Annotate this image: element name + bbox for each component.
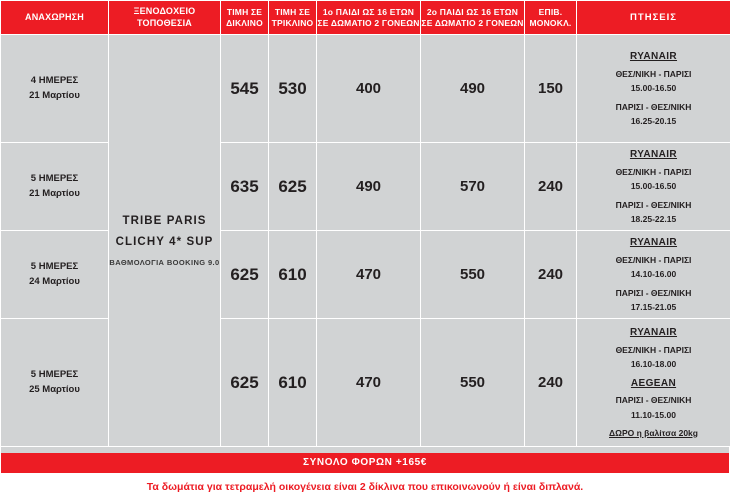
price-child2-value: 490 [460,80,485,97]
departure-cell [1,35,109,143]
flight-times: 15.00-16.50 [577,81,730,95]
header-child2-line1: 2ο ΠΑΙΔΙ ΩΣ 16 ΕΤΩΝ [427,7,518,17]
price-triple-value: 610 [278,265,306,284]
flight-times: 14.10-16.00 [577,267,730,281]
flight-airline: RYANAIR [577,49,730,66]
price-double-value: 625 [230,265,258,284]
flight-airline: RYANAIR [577,147,730,164]
flight-times-return: 11.10-15.00 [577,408,730,422]
flight-route-return: ΠΑΡΙΣΙ - ΘΕΣ/ΝΙΚΗ [577,286,730,300]
departure-duration: 5 ΗΜΕΡΕΣ [31,173,78,184]
price-child2-value: 550 [460,374,485,391]
price-double [221,143,269,231]
flight-route: ΘΕΣ/ΝΙΚΗ - ΠΑΡΙΣΙ [577,343,730,357]
header-flights-label: ΠΤΗΣΕΙΣ [630,12,677,23]
header-double-line1: ΤΙΜΗ ΣΕ [227,7,262,17]
hotel-name-line2: CLICHY 4* SUP [116,236,214,248]
departure-cell [1,231,109,319]
flight-route-return: ΠΑΡΙΣΙ - ΘΕΣ/ΝΙΚΗ [577,198,730,212]
hotel-rating: ΒΑΘΜΟΛΟΓΙΑ BOOKING 9.0 [109,256,220,270]
price-child1 [317,231,421,319]
family-room-note: Τα δωμάτια για τετραμελή οικογένεια είναι 2 δίκλινα που επικοινωνούν ή είναι διπλανά. [0,474,730,497]
departure-duration: 4 ΗΜΕΡΕΣ [31,75,78,86]
header-triple-line2: ΤΡΙΚΛΙΝΟ [272,18,314,28]
price-child1 [317,319,421,447]
price-child1-value: 470 [356,266,381,283]
hotel-name-line1: TRIBE PARIS [122,215,206,227]
price-child1-value: 400 [356,80,381,97]
price-double [221,35,269,143]
header-single-supplement [525,1,577,35]
flight-route-return: ΠΑΡΙΣΙ - ΘΕΣ/ΝΙΚΗ [577,100,730,114]
hotel-cell [109,35,221,447]
price-single-value: 240 [538,266,563,283]
departure-duration: 5 ΗΜΕΡΕΣ [31,369,78,380]
price-child2-value: 570 [460,178,485,195]
price-child1 [317,35,421,143]
price-single [525,143,577,231]
flights-cell [577,143,730,231]
flight-times-return: 16.25-20.15 [577,114,730,128]
price-triple-value: 530 [278,79,306,98]
departure-date: 24 Μαρτίου [29,276,80,287]
price-single-value: 240 [538,178,563,195]
price-double-value: 545 [230,79,258,98]
price-child2 [421,319,525,447]
price-triple [269,35,317,143]
header-second-child [421,1,525,35]
header-first-child [317,1,421,35]
departure-duration: 5 ΗΜΕΡΕΣ [31,261,78,272]
price-double-value: 625 [230,373,258,392]
header-double-line2: ΔΙΚΛΙΝΟ [226,18,263,28]
header-child1-line1: 1ο ΠΑΙΔΙ ΩΣ 16 ΕΤΩΝ [323,7,414,17]
table-header-row [1,1,730,35]
flight-route: ΘΕΣ/ΝΙΚΗ - ΠΑΡΙΣΙ [577,67,730,81]
price-child1-value: 490 [356,178,381,195]
header-double-room [221,1,269,35]
luggage-gift-note: ΔΩΡΟ η βαλίτσα 20kg [577,426,730,440]
departure-date: 21 Μαρτίου [29,90,80,101]
price-child2 [421,231,525,319]
price-child2 [421,35,525,143]
price-double-value: 635 [230,177,258,196]
price-single [525,35,577,143]
price-single-value: 240 [538,374,563,391]
header-flights [577,1,730,35]
header-child1-line2: ΣΕ ΔΩΜΑΤΙΟ 2 ΓΟΝΕΩΝ [317,18,419,28]
flight-airline-return: AEGEAN [577,376,730,393]
header-single-line2: ΜΟΝΟΚΛ. [529,18,571,28]
table-row [1,35,730,143]
departure-date: 21 Μαρτίου [29,188,80,199]
price-child1 [317,143,421,231]
price-child1-value: 470 [356,374,381,391]
price-child2-value: 550 [460,266,485,283]
price-triple-value: 625 [278,177,306,196]
flight-route: ΘΕΣ/ΝΙΚΗ - ΠΑΡΙΣΙ [577,253,730,267]
price-single [525,231,577,319]
price-double [221,231,269,319]
totals-bar: ΣΥΝΟΛΟ ΦΟΡΩΝ +165€ [0,453,730,474]
header-single-line1: ΕΠΙΒ. [539,7,563,17]
flight-times-return: 18.25-22.15 [577,212,730,226]
price-triple [269,319,317,447]
departure-date: 25 Μαρτίου [29,384,80,395]
header-child2-line2: ΣΕ ΔΩΜΑΤΙΟ 2 ΓΟΝΕΩΝ [421,18,523,28]
flight-route: ΘΕΣ/ΝΙΚΗ - ΠΑΡΙΣΙ [577,165,730,179]
price-triple [269,231,317,319]
price-child2 [421,143,525,231]
header-triple-room [269,1,317,35]
header-departure-line1: ΑΝΑΧΩΡΗΣΗ [25,12,84,22]
price-single [525,319,577,447]
flights-cell [577,319,730,447]
flight-airline: RYANAIR [577,235,730,252]
flight-times: 16.10-18.00 [577,357,730,371]
flight-airline-outbound: RYANAIR [577,325,730,342]
flights-cell [577,231,730,319]
price-single-value: 150 [538,80,563,97]
header-departure [1,1,109,35]
price-double [221,319,269,447]
header-hotel-line2: ΤΟΠΟΘΕΣΙΑ [137,18,192,28]
flight-route-return: ΠΑΡΙΣΙ - ΘΕΣ/ΝΙΚΗ [577,393,730,407]
price-triple [269,143,317,231]
header-hotel-line1: ΞΕΝΟΔΟΧΕΙΟ [134,6,196,16]
flights-cell [577,35,730,143]
departure-cell [1,319,109,447]
header-triple-line1: ΤΙΜΗ ΣΕ [275,7,310,17]
header-hotel [109,1,221,35]
flight-times: 15.00-16.50 [577,179,730,193]
departure-cell [1,143,109,231]
flight-times-return: 17.15-21.05 [577,300,730,314]
price-triple-value: 610 [278,373,306,392]
